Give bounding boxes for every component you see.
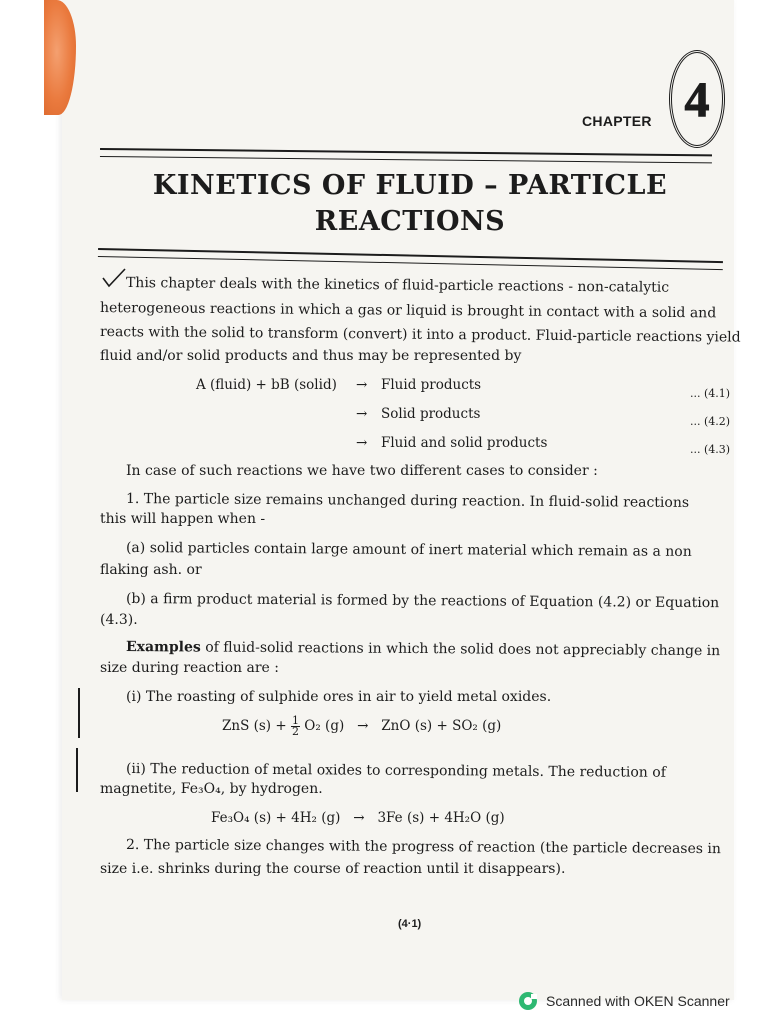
eq1-right: ZnO (s) + SO₂ (g) [381, 718, 502, 734]
scanner-watermark [518, 991, 730, 1011]
eq1-fraction [291, 716, 300, 737]
reaction-lhs: A (fluid) + bB (solid) [196, 377, 337, 393]
handwritten-tick-icon [102, 268, 126, 288]
eq1-numerator: 1 [291, 714, 299, 727]
intro-line-2: heterogeneous reactions in which a gas or liquid is brought in contact with a solid and [99, 300, 717, 322]
examples-line-2: size during reaction are : [100, 660, 280, 676]
eq1-o2: O₂ (g) [304, 718, 345, 734]
intro-line-1: This chapter deals with the kinetics of fluid-particle reactions - non-catalytic [125, 275, 670, 296]
page-number: (4·1) [398, 918, 422, 930]
chapter-title-line2: REACTIONS [314, 206, 506, 237]
chapter-label: CHAPTER [582, 113, 652, 129]
point-1-line-1: 1. The particle size remains unchanged during reaction. In fluid-solid reactions [125, 491, 690, 511]
chapter-number-badge [669, 50, 725, 148]
reaction-arrow-3: → [356, 435, 368, 451]
example-1-text: (i) The roasting of sulphide ores in air to yield metal oxides. [126, 689, 552, 705]
examples-text: of fluid-solid reactions in which the solid does not appreciably change in [200, 639, 721, 660]
example-2-line-1: (ii) The reduction of metal oxides to corresponding metals. The reduction of [125, 761, 666, 781]
example-2-line-2: magnetite, Fe₃O₄, by hydrogen. [100, 781, 323, 797]
reaction-arrow-1: → [356, 377, 368, 393]
product-solid: Solid products [381, 406, 481, 422]
product-fluid: Fluid products [381, 377, 482, 393]
eq2-left: Fe₃O₄ (s) + 4H₂ (g) [211, 810, 341, 826]
margin-mark-2 [76, 748, 78, 792]
oken-scanner-logo-icon [518, 991, 538, 1011]
scanner-text: Scanned with OKEN Scanner [546, 993, 730, 1009]
example-1-equation [222, 716, 501, 737]
point-2-line-1: 2. The particle size changes with the progress of reaction (the particle decreases in [125, 837, 721, 858]
cases-intro: In case of such reactions we have two different cases to consider : [126, 463, 598, 479]
intro-line-4: fluid and/or solid products and thus may be represented by [100, 348, 522, 364]
eq2-right: 3Fe (s) + 4H₂O (g) [377, 810, 505, 826]
point-a-line-1: (a) solid particles contain large amount of inert material which remain as a non [125, 540, 692, 560]
eq1-arrow: → [357, 718, 369, 734]
equation-number-4-2: ... (4.2) [690, 415, 731, 428]
point-2-line-2: size i.e. shrinks during the course of reaction until it disappears). [100, 861, 566, 877]
example-2-equation [211, 810, 505, 826]
intro-line-3: reacts with the solid to transform (convert) it into a product. Fluid-particle reactions yield [99, 324, 741, 346]
reaction-arrow-2: → [356, 406, 368, 422]
eq1-denominator: 2 [291, 725, 299, 738]
chapter-number: 4 [684, 71, 710, 127]
eq2-arrow: → [353, 810, 365, 826]
point-b-line-2: (4.3). [100, 612, 138, 628]
eq1-left: ZnS (s) + [222, 718, 287, 734]
chapter-title-line1: KINETICS OF FLUID – PARTICLE [152, 170, 668, 201]
margin-mark-1 [78, 688, 80, 738]
point-1-line-2: this will happen when - [100, 511, 266, 527]
chapter-title [100, 168, 720, 240]
equation-number-4-1: ... (4.1) [690, 387, 731, 400]
point-b-line-1: (b) a firm product material is formed by the reactions of Equation (4.2) or Equation [125, 591, 720, 612]
equation-number-4-3: ... (4.3) [690, 443, 731, 456]
product-fluid-solid: Fluid and solid products [381, 435, 548, 451]
examples-bold: Examples [125, 639, 201, 656]
point-a-line-2: flaking ash. or [100, 562, 202, 578]
